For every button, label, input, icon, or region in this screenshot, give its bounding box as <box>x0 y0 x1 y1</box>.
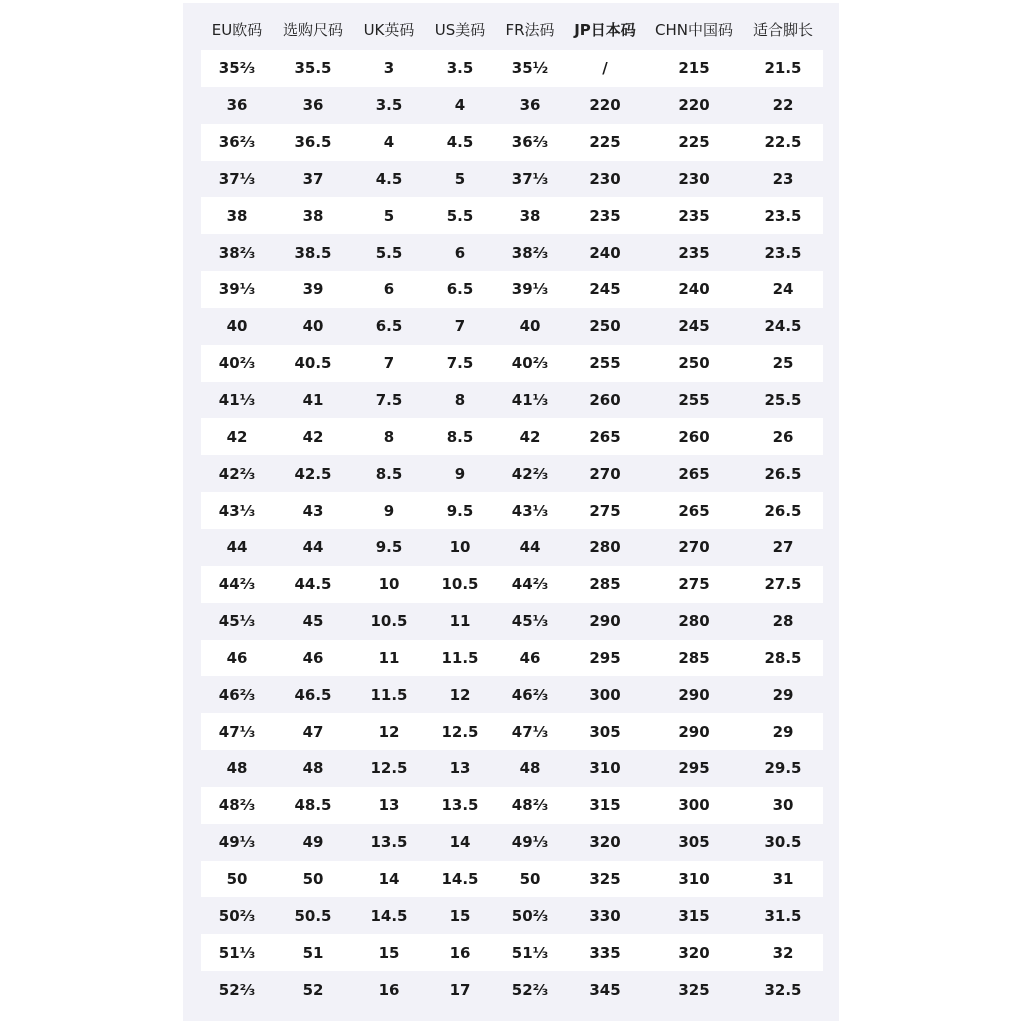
table-cell: 7.5 <box>446 354 474 373</box>
table-cell: 235 <box>678 206 710 225</box>
table-cell: 47⅓ <box>511 722 549 741</box>
table-cell: 31.5 <box>764 906 802 925</box>
table-row <box>201 124 823 161</box>
table-cell: 315 <box>589 796 621 815</box>
table-cell: 38⅔ <box>511 243 549 262</box>
table-cell: 8.5 <box>446 427 474 446</box>
table-cell: 240 <box>678 280 710 299</box>
table-cell: 345 <box>589 980 621 999</box>
table-cell: 37⅓ <box>218 169 256 188</box>
table-cell: 255 <box>589 354 621 373</box>
table-cell: 50.5 <box>294 906 332 925</box>
table-row <box>201 566 823 603</box>
table-row <box>201 713 823 750</box>
table-cell: 250 <box>678 354 710 373</box>
table-cell: 335 <box>589 943 621 962</box>
table-cell: 6 <box>454 243 466 262</box>
table-row <box>201 529 823 566</box>
table-cell: 29 <box>772 685 794 704</box>
table-cell: 46⅔ <box>511 685 549 704</box>
table-cell: 21.5 <box>764 59 802 78</box>
table-cell: 28.5 <box>764 648 802 667</box>
table-cell: 10 <box>449 538 471 557</box>
table-cell: 51⅓ <box>511 943 549 962</box>
header-eu: EU欧码 <box>211 20 263 39</box>
table-cell: 44 <box>226 538 248 557</box>
table-cell: 24 <box>772 280 794 299</box>
table-row <box>201 197 823 234</box>
table-cell: 23.5 <box>764 206 802 225</box>
table-cell: 40 <box>226 317 248 336</box>
table-cell: 40 <box>519 317 541 336</box>
table-cell: 44⅔ <box>511 575 549 594</box>
table-cell: 13.5 <box>370 833 408 852</box>
table-cell: 310 <box>589 759 621 778</box>
table-cell: 12.5 <box>441 722 479 741</box>
table-cell: 12.5 <box>370 759 408 778</box>
table-cell: 235 <box>678 243 710 262</box>
table-row <box>201 824 823 861</box>
table-cell: 305 <box>678 833 710 852</box>
table-cell: 6.5 <box>446 280 474 299</box>
table-cell: 52⅔ <box>218 980 256 999</box>
table-cell: 8 <box>383 427 395 446</box>
table-cell: 285 <box>589 575 621 594</box>
table-cell: 260 <box>589 391 621 410</box>
table-cell: 40.5 <box>294 354 332 373</box>
table-cell: 49⅓ <box>218 833 256 852</box>
table-row <box>201 934 823 971</box>
table-row <box>201 418 823 455</box>
table-cell: 40⅔ <box>218 354 256 373</box>
table-row <box>201 271 823 308</box>
table-cell: 50⅔ <box>511 906 549 925</box>
table-cell: 35⅔ <box>218 59 256 78</box>
table-cell: 36 <box>519 96 541 115</box>
table-row <box>201 603 823 640</box>
table-row <box>201 971 823 1008</box>
table-cell: 41 <box>302 391 324 410</box>
table-cell: 290 <box>678 722 710 741</box>
table-cell: 38 <box>226 206 248 225</box>
table-cell: 11.5 <box>370 685 408 704</box>
table-cell: 27 <box>772 538 794 557</box>
table-cell: 29.5 <box>764 759 802 778</box>
table-cell: 48⅔ <box>218 796 256 815</box>
table-row <box>201 234 823 271</box>
table-cell: 45⅓ <box>218 612 256 631</box>
table-cell: 50 <box>519 869 541 888</box>
table-cell: 245 <box>678 317 710 336</box>
table-cell: 48.5 <box>294 796 332 815</box>
header-uk: UK英码 <box>363 20 415 39</box>
table-cell: 3.5 <box>446 59 474 78</box>
table-cell: 22.5 <box>764 133 802 152</box>
header-jp: JP日本码 <box>574 20 636 39</box>
size-chart-body <box>201 50 823 1008</box>
table-cell: 5.5 <box>446 206 474 225</box>
table-cell: 13.5 <box>441 796 479 815</box>
table-row <box>201 382 823 419</box>
table-cell: 23.5 <box>764 243 802 262</box>
table-cell: 44.5 <box>294 575 332 594</box>
table-cell: 320 <box>678 943 710 962</box>
header-foot-length: 适合脚长 <box>752 20 813 39</box>
table-cell: 46 <box>302 648 324 667</box>
table-cell: 47⅓ <box>218 722 256 741</box>
table-cell: 26.5 <box>764 501 802 520</box>
table-cell: 37 <box>302 169 324 188</box>
table-cell: 295 <box>589 648 621 667</box>
table-cell: 52 <box>302 980 324 999</box>
table-cell: 305 <box>589 722 621 741</box>
table-cell: 36⅔ <box>218 133 256 152</box>
table-cell: 45 <box>302 612 324 631</box>
table-cell: / <box>602 59 608 78</box>
table-cell: 50 <box>226 869 248 888</box>
table-cell: 8 <box>454 391 466 410</box>
table-row <box>201 861 823 898</box>
table-cell: 42 <box>519 427 541 446</box>
table-cell: 11 <box>378 648 400 667</box>
header-purchase-size: 选购尺码 <box>282 20 343 39</box>
table-cell: 44⅔ <box>218 575 256 594</box>
table-cell: 11.5 <box>441 648 479 667</box>
table-cell: 49⅓ <box>511 833 549 852</box>
table-cell: 275 <box>678 575 710 594</box>
table-cell: 255 <box>678 391 710 410</box>
table-cell: 230 <box>678 169 710 188</box>
table-cell: 14 <box>449 833 471 852</box>
table-cell: 245 <box>589 280 621 299</box>
table-cell: 42 <box>302 427 324 446</box>
table-cell: 13 <box>449 759 471 778</box>
table-cell: 300 <box>678 796 710 815</box>
table-cell: 48 <box>302 759 324 778</box>
table-cell: 16 <box>449 943 471 962</box>
table-cell: 43⅓ <box>511 501 549 520</box>
table-cell: 235 <box>589 206 621 225</box>
table-cell: 315 <box>678 906 710 925</box>
table-cell: 225 <box>589 133 621 152</box>
table-cell: 48⅔ <box>511 796 549 815</box>
table-cell: 50 <box>302 869 324 888</box>
table-cell: 42⅔ <box>218 464 256 483</box>
table-cell: 215 <box>678 59 710 78</box>
table-cell: 265 <box>678 464 710 483</box>
table-cell: 280 <box>678 612 710 631</box>
table-cell: 11 <box>449 612 471 631</box>
table-cell: 8.5 <box>375 464 403 483</box>
table-cell: 220 <box>589 96 621 115</box>
table-cell: 280 <box>589 538 621 557</box>
table-cell: 46 <box>519 648 541 667</box>
table-cell: 10.5 <box>441 575 479 594</box>
table-cell: 300 <box>589 685 621 704</box>
table-cell: 24.5 <box>764 317 802 336</box>
table-cell: 225 <box>678 133 710 152</box>
table-cell: 3 <box>383 59 395 78</box>
table-row <box>201 161 823 198</box>
table-cell: 265 <box>678 501 710 520</box>
table-cell: 3.5 <box>375 96 403 115</box>
table-cell: 46⅔ <box>218 685 256 704</box>
table-cell: 275 <box>589 501 621 520</box>
table-cell: 7 <box>454 317 466 336</box>
header-chn: CHN中国码 <box>655 20 733 39</box>
table-cell: 260 <box>678 427 710 446</box>
table-cell: 285 <box>678 648 710 667</box>
table-cell: 265 <box>589 427 621 446</box>
size-chart-panel <box>183 3 839 1021</box>
table-cell: 220 <box>678 96 710 115</box>
size-chart-header-row <box>201 11 823 47</box>
table-cell: 12 <box>378 722 400 741</box>
table-cell: 46 <box>226 648 248 667</box>
table-cell: 9 <box>383 501 395 520</box>
table-cell: 31 <box>772 869 794 888</box>
table-cell: 29 <box>772 722 794 741</box>
table-cell: 32 <box>772 943 794 962</box>
table-cell: 4.5 <box>375 169 403 188</box>
table-cell: 38 <box>519 206 541 225</box>
table-cell: 44 <box>519 538 541 557</box>
table-cell: 4 <box>383 133 395 152</box>
table-cell: 5 <box>454 169 466 188</box>
table-row <box>201 308 823 345</box>
table-cell: 48 <box>226 759 248 778</box>
table-cell: 32.5 <box>764 980 802 999</box>
table-cell: 36⅔ <box>511 133 549 152</box>
table-cell: 46.5 <box>294 685 332 704</box>
table-cell: 38.5 <box>294 243 332 262</box>
table-cell: 5 <box>383 206 395 225</box>
table-cell: 7 <box>383 354 395 373</box>
table-row <box>201 492 823 529</box>
table-cell: 47 <box>302 722 324 741</box>
table-cell: 7.5 <box>375 391 403 410</box>
table-cell: 4 <box>454 96 466 115</box>
table-cell: 25.5 <box>764 391 802 410</box>
table-cell: 39⅓ <box>511 280 549 299</box>
table-row <box>201 897 823 934</box>
table-cell: 13 <box>378 796 400 815</box>
table-cell: 10 <box>378 575 400 594</box>
table-row <box>201 640 823 677</box>
table-cell: 240 <box>589 243 621 262</box>
table-cell: 52⅔ <box>511 980 549 999</box>
table-row <box>201 750 823 787</box>
table-cell: 16 <box>378 980 400 999</box>
table-cell: 42 <box>226 427 248 446</box>
table-cell: 270 <box>589 464 621 483</box>
table-cell: 325 <box>678 980 710 999</box>
table-cell: 6 <box>383 280 395 299</box>
table-cell: 44 <box>302 538 324 557</box>
table-cell: 35.5 <box>294 59 332 78</box>
table-cell: 41⅓ <box>218 391 256 410</box>
table-cell: 49 <box>302 833 324 852</box>
table-cell: 50⅔ <box>218 906 256 925</box>
table-cell: 4.5 <box>446 133 474 152</box>
table-row <box>201 87 823 124</box>
table-cell: 51 <box>302 943 324 962</box>
table-cell: 42.5 <box>294 464 332 483</box>
table-cell: 295 <box>678 759 710 778</box>
table-cell: 325 <box>589 869 621 888</box>
table-cell: 37⅓ <box>511 169 549 188</box>
table-cell: 35½ <box>511 59 549 78</box>
table-cell: 40⅔ <box>511 354 549 373</box>
table-cell: 290 <box>678 685 710 704</box>
table-cell: 5.5 <box>375 243 403 262</box>
table-cell: 250 <box>589 317 621 336</box>
table-row <box>201 455 823 492</box>
table-cell: 14.5 <box>370 906 408 925</box>
table-cell: 36.5 <box>294 133 332 152</box>
table-cell: 23 <box>772 169 794 188</box>
table-cell: 39 <box>302 280 324 299</box>
table-cell: 26.5 <box>764 464 802 483</box>
table-cell: 28 <box>772 612 794 631</box>
table-cell: 330 <box>589 906 621 925</box>
table-cell: 10.5 <box>370 612 408 631</box>
table-cell: 48 <box>519 759 541 778</box>
table-cell: 30 <box>772 796 794 815</box>
table-row <box>201 676 823 713</box>
table-cell: 40 <box>302 317 324 336</box>
table-cell: 22 <box>772 96 794 115</box>
table-row <box>201 50 823 87</box>
table-cell: 14.5 <box>441 869 479 888</box>
table-cell: 30.5 <box>764 833 802 852</box>
table-cell: 230 <box>589 169 621 188</box>
table-cell: 17 <box>449 980 471 999</box>
table-cell: 6.5 <box>375 317 403 336</box>
table-cell: 290 <box>589 612 621 631</box>
table-cell: 9.5 <box>446 501 474 520</box>
table-cell: 14 <box>378 869 400 888</box>
header-us: US美码 <box>434 20 486 39</box>
table-cell: 25 <box>772 354 794 373</box>
table-cell: 36 <box>226 96 248 115</box>
table-cell: 51⅓ <box>218 943 256 962</box>
table-cell: 38 <box>302 206 324 225</box>
table-cell: 36 <box>302 96 324 115</box>
table-cell: 12 <box>449 685 471 704</box>
table-cell: 9.5 <box>375 538 403 557</box>
table-cell: 9 <box>454 464 466 483</box>
table-row <box>201 787 823 824</box>
table-cell: 27.5 <box>764 575 802 594</box>
table-cell: 310 <box>678 869 710 888</box>
table-row <box>201 345 823 382</box>
header-fr: FR法码 <box>505 20 555 39</box>
table-cell: 38⅔ <box>218 243 256 262</box>
table-cell: 41⅓ <box>511 391 549 410</box>
table-cell: 43⅓ <box>218 501 256 520</box>
table-cell: 26 <box>772 427 794 446</box>
table-cell: 43 <box>302 501 324 520</box>
table-cell: 320 <box>589 833 621 852</box>
table-cell: 45⅓ <box>511 612 549 631</box>
table-cell: 39⅓ <box>218 280 256 299</box>
table-cell: 270 <box>678 538 710 557</box>
table-cell: 15 <box>449 906 471 925</box>
table-cell: 42⅔ <box>511 464 549 483</box>
table-cell: 15 <box>378 943 400 962</box>
